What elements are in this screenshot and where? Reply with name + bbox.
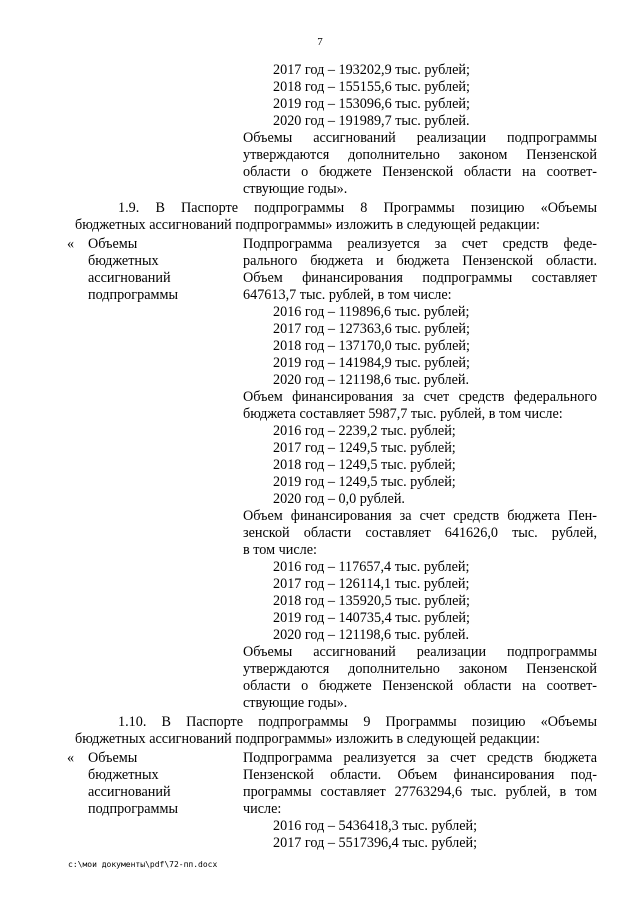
label-line: ассигнований	[88, 270, 171, 286]
paragraph-1-9: бюджетных ассигнований подпрограммы» изложить в следующей редакции:	[75, 217, 540, 233]
page-number: 7	[317, 36, 323, 48]
year-line: 2019 год – 153096,6 тыс. рублей;	[273, 96, 470, 112]
year-line: 2018 год – 135920,5 тыс. рублей;	[273, 593, 470, 609]
year-line: 2017 год – 1249,5 тыс. рублей;	[273, 440, 456, 456]
year-line: 2016 год – 5436418,3 тыс. рублей;	[273, 818, 478, 834]
year-line: 2020 год – 191989,7 тыс. рублей.	[273, 113, 470, 129]
note-line: области о бюджете Пензенской области на соответ-	[243, 678, 597, 694]
note-line: ствующие годы».	[243, 181, 348, 197]
year-line: 2017 год – 127363,6 тыс. рублей;	[273, 321, 470, 337]
year-line: 2016 год – 119896,6 тыс. рублей;	[273, 304, 470, 320]
label-line: бюджетных	[88, 767, 159, 783]
year-line: 2019 год – 1249,5 тыс. рублей;	[273, 474, 456, 490]
opening-quote: «	[67, 750, 75, 766]
body-line: рального бюджета и бюджета Пензенской области.	[243, 253, 597, 269]
note-line: области о бюджете Пензенской области на соответ-	[243, 164, 597, 180]
body-line: Объем финансирования за счет средств федерального	[243, 389, 597, 405]
paragraph-1-10: 1.10. В Паспорте подпрограммы 9 Программы позицию «Объемы	[118, 714, 597, 730]
year-line: 2018 год – 137170,0 тыс. рублей;	[273, 338, 470, 354]
year-line: 2016 год – 117657,4 тыс. рублей;	[273, 559, 470, 575]
year-line: 2018 год – 155155,6 тыс. рублей;	[273, 79, 470, 95]
label-line: бюджетных	[88, 253, 159, 269]
year-line: 2016 год – 2239,2 тыс. рублей;	[273, 423, 456, 439]
opening-quote: «	[67, 236, 75, 252]
file-path-footer: c:\мои документы\pdf\72-пп.docx	[68, 860, 218, 869]
year-line: 2018 год – 1249,5 тыс. рублей;	[273, 457, 456, 473]
body-line: Подпрограмма реализуется за счет средств феде-	[243, 236, 597, 252]
body-line: программы составляет 27763294,6 тыс. рублей, в том	[243, 784, 597, 800]
body-line: Объем финансирования подпрограммы составляет	[243, 270, 597, 286]
body-line: бюджета составляет 5987,7 тыс. рублей, в том числе:	[243, 406, 563, 422]
label-line: подпрограммы	[88, 801, 178, 817]
year-line: 2017 год – 126114,1 тыс. рублей;	[273, 576, 470, 592]
label-line: ассигнований	[88, 784, 171, 800]
year-line: 2020 год – 121198,6 тыс. рублей.	[273, 372, 470, 388]
year-line: 2017 год – 193202,9 тыс. рублей;	[273, 62, 470, 78]
body-line: Подпрограмма реализуется за счет средств бюджета	[243, 750, 597, 766]
paragraph-1-9: 1.9. В Паспорте подпрограммы 8 Программы позицию «Объемы	[118, 200, 597, 216]
body-line: зенской области составляет 641626,0 тыс. рублей,	[243, 525, 597, 541]
year-line: 2019 год – 140735,4 тыс. рублей;	[273, 610, 470, 626]
note-line: Объемы ассигнований реализации подпрограммы	[243, 130, 597, 146]
label-line: подпрограммы	[88, 287, 178, 303]
body-line: в том числе:	[243, 542, 317, 558]
note-line: Объемы ассигнований реализации подпрограммы	[243, 644, 597, 660]
year-line: 2019 год – 141984,9 тыс. рублей;	[273, 355, 470, 371]
paragraph-1-10: бюджетных ассигнований подпрограммы» изложить в следующей редакции:	[75, 731, 540, 747]
note-line: ствующие годы».	[243, 695, 348, 711]
year-line: 2020 год – 121198,6 тыс. рублей.	[273, 627, 470, 643]
label-line: Объемы	[88, 750, 138, 766]
body-line: Пензенской области. Объем финансирования под-	[243, 767, 597, 783]
year-line: 2020 год – 0,0 рублей.	[273, 491, 405, 507]
body-line: Объем финансирования за счет средств бюджета Пен-	[243, 508, 597, 524]
note-line: утверждаются дополнительно законом Пензенской	[243, 661, 597, 677]
label-line: Объемы	[88, 236, 138, 252]
note-line: утверждаются дополнительно законом Пензенской	[243, 147, 597, 163]
body-line: числе:	[243, 801, 282, 817]
body-line: 647613,7 тыс. рублей, в том числе:	[243, 287, 452, 303]
year-line: 2017 год – 5517396,4 тыс. рублей;	[273, 835, 478, 851]
